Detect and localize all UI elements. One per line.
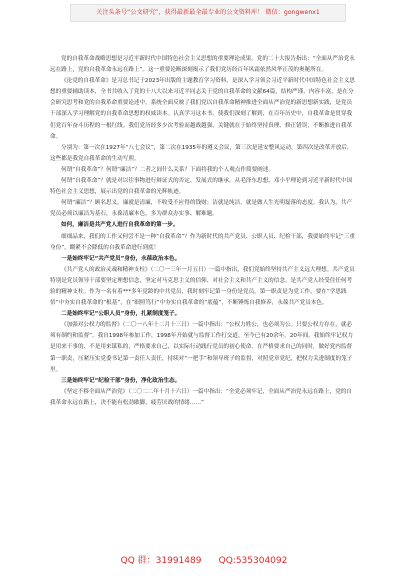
paragraph: 《坚定不移全面从严治党》（二〇二二年十月十六日）一篇中指出：“全党必须牢记，全面从严治党永远在路上，党的自我革命永远在路上，决不能有松劲歇脚、疲劳厌战的情绪……” xyxy=(50,388,352,406)
paragraph: 何谓“自我革命”？就是对以往事物进行辩证式的否定、发展式的继承，从毛泽东思想、邓小平理论到习近平新时代中国特色社会主义思想，展示出党的自我革命的光辉轨迹。 xyxy=(50,178,353,196)
paragraph: 分别为：第一次在1927年“八七会议”，第二次在1935年的遵义会议，第三次是延安整风运动，第四次是改革开放后，这些都是我党自我革命的生动写照。 xyxy=(50,144,353,162)
paragraph: 《论党的自我革命》是习总书记于2023年出版的主题教育学习资料，是深入学习领会习近平新时代中国特色社会主义思想的重要辅助读本，全书共收入了党的十八大以来习近平同志关于党的自我革命的文献64篇，结构严谨，内容丰富，是在分会研究思考和党的自我革命重要论述中，系统全面反映了我们党以自我革命精神推进全面从严治党的新思想新实践，是党员干部深入学习理解党的自我革命思想的权威读本。认真学习这本书，使我们深刻了解到，在百年历史中，自我革命是贯穿我们党百年奋斗历程的一根红线。我们党历经多少次考验而越战越强，关键就在于始终坚持真理、修正错误，不断推进自我革命。 xyxy=(50,78,355,140)
paragraph: 党的自我革命战略思想是习近平新时代中国特色社会主义思想的重要理论成果。党的二十大报告指出：“全面从严治党永远在路上，党的自我革命永远在路上”。这一重要论断深刻揭示了我们党历经百年风霜依然风华正茂的奥秘所在。 xyxy=(50,56,355,74)
qq-number: 535304092 xyxy=(235,556,288,566)
section-heading: 三是始终牢记“纪检干部”身份，净化政治生态。 xyxy=(61,377,181,384)
paragraph: 《共产党人的政治灵魂和精神支柱》（二〇一三年一月五日）一篇中指出，我们党始终坚持共产主义远大理想。共产党员特别是党员领导干部要坚定理想信念，坚定对马克思主义的信仰、对社会主义和共产主义的信念。是共产党人经受住任何考验的精神支柱。作为一名有着***多年党龄的中共党员，我时刻牢记第一身份是党员，第一职责是为党工作，要在“学思践悟”中夯实自我革命的“根基”，在“细照笃行”中夯实自我革命的“底蕴”，不断锤炼自我修养，永葆共产党员本色。 xyxy=(50,266,355,307)
qq-group-label: QQ 群： xyxy=(120,556,156,566)
paragraph: 何谓“廉洁”？顾名思义，廉就是清廉，不收受不应得的钱财；洁就是纯洁，就是做人生光明磊落的态度。我认为，共产党员必须以廉洁为基石，永葆清廉本色，多为群众办实事、解难题。 xyxy=(50,200,353,218)
qq-group-number: 31991489 xyxy=(155,556,202,566)
promo-banner: 关注头条号“公文研究”，获得最新最全最专业的公文资料库！ 微信：gongwenx1 xyxy=(70,4,346,22)
footer-contact xyxy=(0,550,408,572)
section-heading: 一是始终牢记“共产党员”身份，永葆政治本色。 xyxy=(61,255,181,262)
paragraph: 何谓“自我革命”？何谓“廉洁”？二者之间什么关系？下面将我的个人观点作简要阐述。 xyxy=(61,166,274,173)
section-heading: 如何，廉洁是共产党人进行自我革命的第一步。 xyxy=(61,222,179,229)
paragraph: 细细品来，我们的工作又何尝不是一种“自我革命”？作为新时代的共产党员、公职人员、纪检干部，我要始终牢记“三重身份”，绷紧不会降低的自我革命进行到底！ xyxy=(50,233,355,251)
section-heading: 二是始终牢记“公职人员”身份，扎紧制度笼子。 xyxy=(61,311,181,318)
paragraph: 《加强对公权力的监督》（二〇一八年十二月十三日）一篇中指出：“公权力姓公，也必须为公。只要公权力存在，就必须有制约和监督”。我自1998年参加工作，1998年开始就与监督工作打交道，至今已有20余年。20年间，我始终牢记权力是用来干事的、不是用来谋私的，严格要求自己，以实际行动践行党员的初心使命。在严格要求自己的同时，做好党内监督第一职责，压紧压实党委书记第一责任人责任，持续对“一把手”和领导班子的监督，对照党章党纪，把权力关进制度的笼子里。 xyxy=(50,322,353,373)
document-body xyxy=(50,54,356,550)
qq-label: QQ: xyxy=(218,556,236,566)
